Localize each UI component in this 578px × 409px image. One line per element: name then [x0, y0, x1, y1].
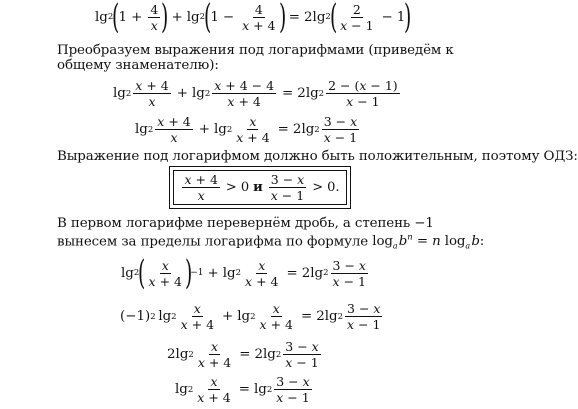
- paragraph-2: Выражение под логарифмом должно быть положительным, поэтому ОДЗ:: [57, 149, 578, 164]
- paragraph-1: Преобразуем выражения под логарифмами (приведём к общему знаменателю):: [57, 43, 454, 73]
- equation-5: (−1) 2 lg 2 $\frac{x}{x + 4}$ + lg 2 $\frac{x}{x + 4}$ = 2 lg 2 $\frac{3 - x}{x - 1}$: [120, 301, 381, 332]
- equation-7: lg 2 $\frac{x}{x + 4}$ = lg 2 $\frac{3 - x}{x - 1}$: [175, 374, 310, 405]
- odz-and: и: [253, 180, 263, 195]
- equation-2: lg 2 $\frac{x + 4}{x}$ + lg 2 $\frac{x + 4 - 4}{x + 4}$ = 2 lg 2 $\frac{2 - (x - 1)}{x - 1}$: [113, 78, 398, 109]
- odz-box: $\frac{x + 4}{x}$ > 0 и $\frac{3 - x}{x - 1}$ > 0.: [169, 166, 351, 209]
- paragraph-3-text: В первом логарифме перевернём дробь, а степень −1 вынесем за пределы логарифма по формуле: [57, 216, 434, 250]
- equation-4: lg 2 ( $\frac{x}{x + 4}$ ) −1 + lg 2 $\frac{x}{x + 4}$ = 2 lg 2 $\frac{3 - x}{x - 1}$: [121, 253, 366, 293]
- equation-6: 2 lg 2 $\frac{x}{x + 4}$ = 2 lg 2 $\frac{3 - x}{x - 1}$: [167, 339, 319, 370]
- paragraph-3: [57, 216, 487, 254]
- log-formula: $\log_a$ $b^n = n$ $\log_a$ b:: [372, 233, 485, 252]
- equation-3: lg 2 $\frac{x + 4}{x}$ + lg 2 $\frac{x}{x + 4}$ = 2 lg 2 $\frac{3 - x}{x - 1}$: [135, 114, 358, 145]
- equation-1: lg 2 ( 1 + $\frac{4}{x}$ ) + lg 2 ( 1 − $\frac{4}{x + 4}$ ) = 2 lg 2 ( $\frac{2}{x - 1}$ − 1 ): [95, 0, 412, 37]
